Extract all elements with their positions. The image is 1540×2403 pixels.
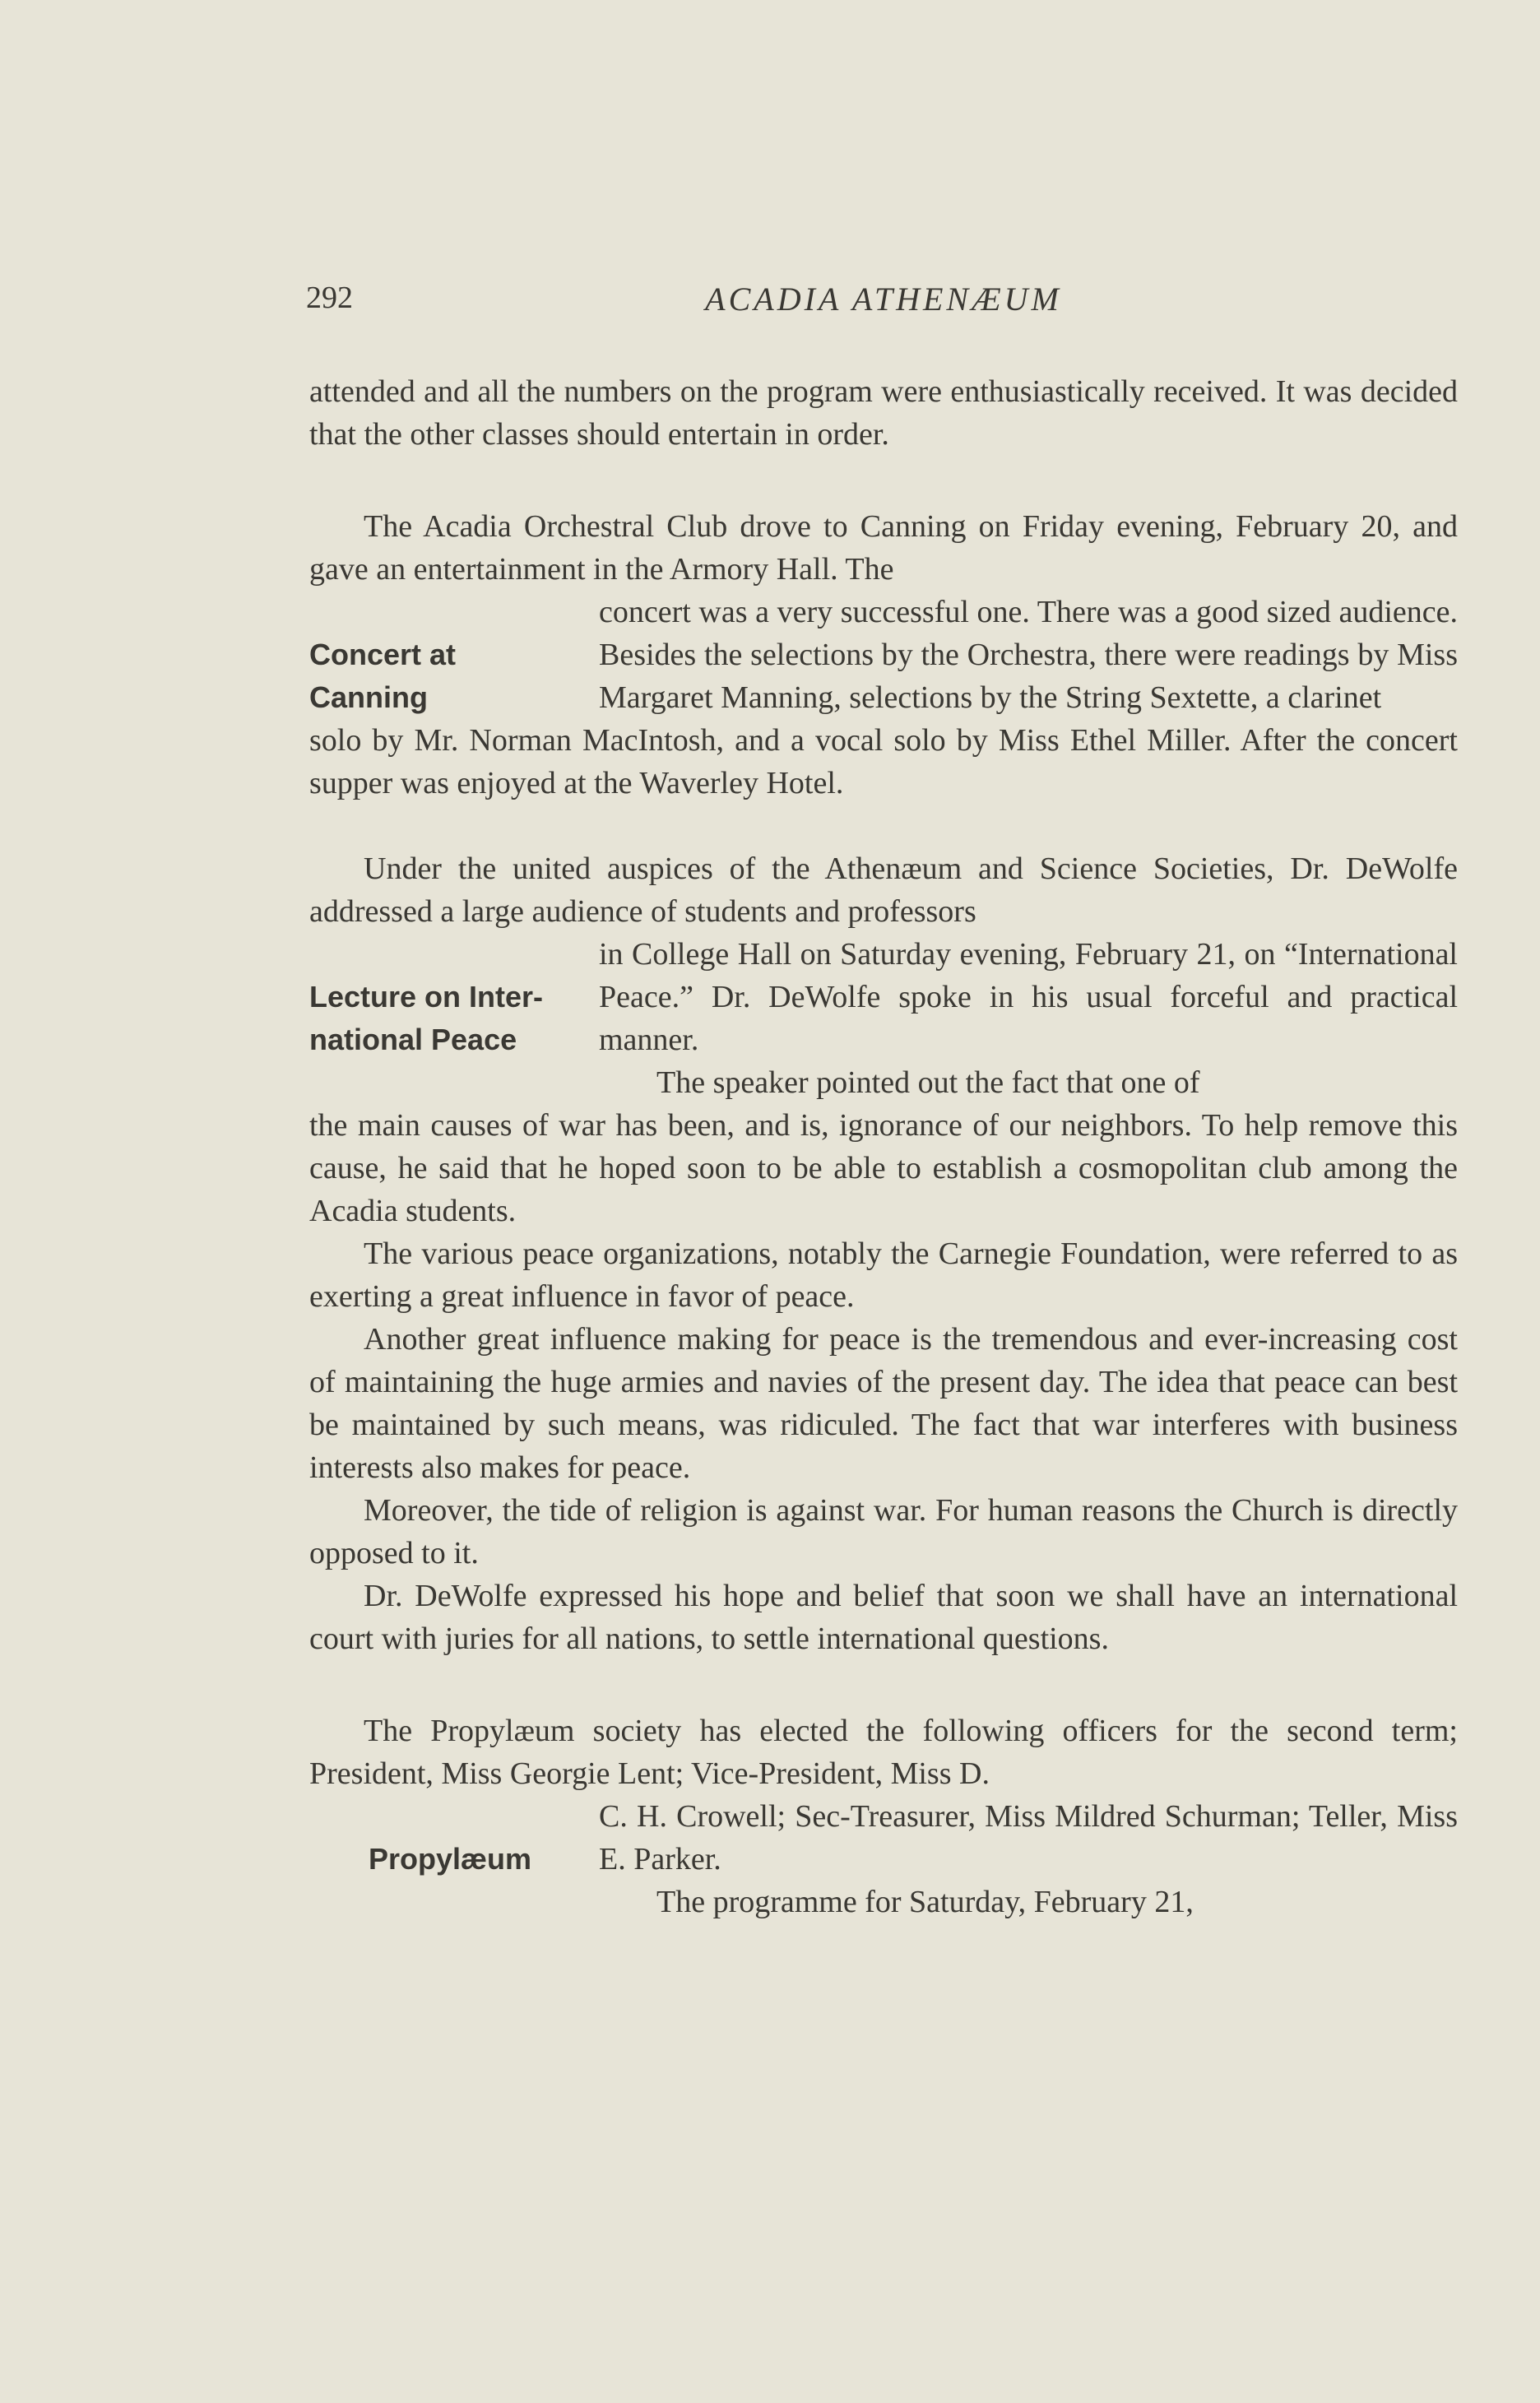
lecture-section: [309, 847, 1458, 1660]
continued-paragraph: attended and all the numbers on the program were enthusiastically received. It was decided that the other classes should entertain in order.: [309, 374, 1458, 452]
concert-section: [309, 505, 1458, 805]
lecture-heading-line1: Lecture on Inter-: [309, 980, 544, 1014]
propylaeum-heading: Propylæum: [369, 1842, 532, 1876]
concert-heading-line2: Canning: [309, 680, 428, 714]
lecture-para3: Another great influence making for peace is the tremendous and ever-increasing cost of maintaining the huge armies and navies of the present day. The idea that peace can best be maintained by such means, was ridiculed. The fact that war interferes with business interests also makes for peace.: [309, 1322, 1458, 1485]
lecture-para1-tail: the main causes of war has been, and is, ignorance of our neighbors. To help remove this cause, he said that he hoped soon to be able to establish a cosmopolitan club among the Acadia students.: [309, 1108, 1458, 1228]
lecture-intro: Under the united auspices of the Athenæum and Science Societies, Dr. DeWolfe addressed a large audience of students and professors: [309, 851, 1458, 929]
concert-tail: solo by Mr. Norman MacIntosh, and a vocal solo by Miss Ethel Miller. After the concert supper was enjoyed at the Waverley Hotel.: [309, 723, 1458, 800]
concert-intro: The Acadia Orchestral Club drove to Canning on Friday evening, February 20, and gave an entertainment in the Armory Hall. The: [309, 509, 1458, 587]
page-body: [309, 370, 1458, 1923]
lecture-heading-line2: national Peace: [309, 1023, 517, 1056]
running-title: ACADIA ATHENÆUM: [705, 281, 1062, 318]
lecture-para4: Moreover, the tide of religion is against war. For human reasons the Church is directly opposed to it.: [309, 1493, 1458, 1570]
page-number: 292: [306, 281, 353, 315]
page-header: [306, 280, 1461, 326]
propylaeum-sidehead: [309, 1795, 599, 1923]
lecture-sidehead: [309, 933, 599, 1104]
concert-heading-line1: Concert at: [309, 638, 457, 671]
lecture-para5: Dr. DeWolfe expressed his hope and belief that soon we shall have an international court with juries for all nations, to settle international questions.: [309, 1579, 1458, 1656]
propylaeum-side-text: C. H. Crowell; Sec-Treasurer, Miss Mildred Schurman; Teller, Miss E. Parker.: [599, 1799, 1458, 1876]
propylaeum-section: [309, 1709, 1458, 1923]
concert-side-text: concert was a very successful one. There was a good sized audience. Besides the selections by the Orchestra, there were readings by Miss Margaret Manning, selections by the String Sextette, a clarinet: [599, 595, 1458, 715]
lecture-side-text: in College Hall on Saturday evening, February 21, on “International Peace.” Dr. DeWolfe spoke in his usual forceful and practical manner.: [599, 937, 1458, 1057]
lecture-side-para2: The speaker pointed out the fact that one of: [656, 1065, 1200, 1100]
propylaeum-side-para2: The programme for Saturday, February 21,: [656, 1885, 1194, 1919]
concert-sidehead: [309, 591, 599, 719]
lecture-para2: The various peace organizations, notably the Carnegie Foundation, were referred to as exerting a great influence in favor of peace.: [309, 1236, 1458, 1314]
propylaeum-intro: The Propylæum society has elected the following officers for the second term; President, Miss Georgie Lent; Vice-President, Miss D.: [309, 1714, 1458, 1791]
